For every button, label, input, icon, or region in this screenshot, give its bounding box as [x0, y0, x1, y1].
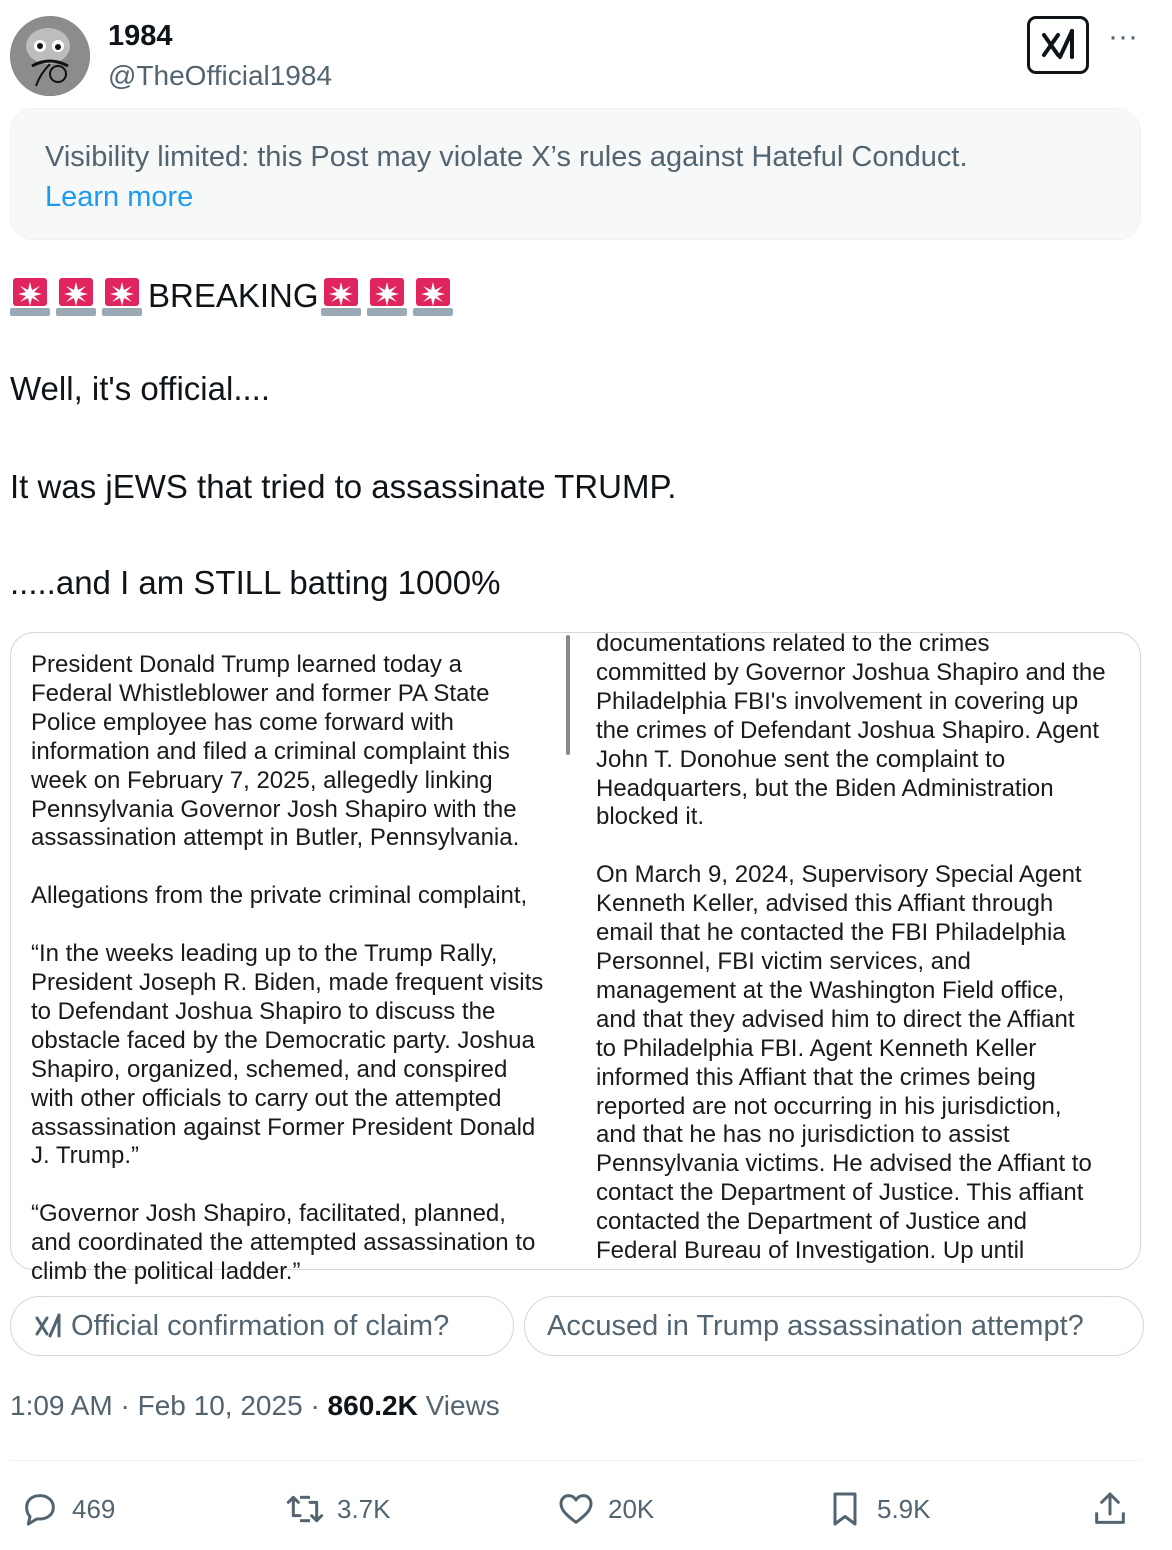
tweet-date[interactable]: Feb 10, 2025 — [137, 1390, 303, 1421]
repost-button[interactable] — [285, 1486, 391, 1532]
siren-icon — [321, 274, 361, 318]
like-button[interactable] — [556, 1486, 654, 1532]
display-name[interactable]: 1984 — [108, 20, 173, 52]
scroll-indicator — [566, 635, 570, 755]
repost-icon — [285, 1489, 325, 1529]
suggestion-label: Official confirmation of claim? — [71, 1309, 450, 1342]
tweet-line-3: .....and I am STILL batting 1000% — [10, 564, 501, 601]
siren-icon — [56, 274, 96, 318]
grok-icon[interactable] — [1027, 16, 1089, 74]
reply-icon — [20, 1489, 60, 1529]
bookmark-icon — [825, 1489, 865, 1529]
avatar[interactable] — [10, 16, 90, 96]
tweet-line-2: It was jEWS that tried to assassinate TRUMP. — [10, 468, 677, 505]
handle[interactable]: @TheOfficial1984 — [108, 60, 333, 91]
siren-icon — [10, 274, 50, 318]
grok-suggestion-accused[interactable] — [524, 1296, 1144, 1356]
tweet-time[interactable]: 1:09 AM — [10, 1390, 113, 1421]
divider — [10, 1460, 1141, 1461]
suggestion-label: Accused in Trump assassination attempt? — [547, 1309, 1084, 1342]
siren-icon — [367, 274, 407, 318]
meta-separator: · — [310, 1390, 320, 1421]
views-label: Views — [425, 1390, 500, 1421]
bookmark-count: 5.9K — [877, 1493, 931, 1524]
heart-icon — [556, 1489, 596, 1529]
reply-count: 469 — [72, 1493, 116, 1524]
visibility-notice — [10, 108, 1141, 240]
repost-count: 3.7K — [337, 1493, 391, 1524]
bookmark-button[interactable] — [825, 1486, 931, 1532]
grok-icon — [33, 1311, 63, 1341]
tweet-meta — [10, 1390, 500, 1422]
siren-icon — [102, 274, 142, 318]
share-icon — [1090, 1489, 1130, 1529]
like-count: 20K — [608, 1493, 655, 1524]
tweet-media-image[interactable] — [10, 630, 1141, 1286]
media-left-column: President Donald Trump learned today a Federal Whistleblower and former PA State Police employee has come forward with information and filed a criminal complaint this week on February 7, 2025, allegedly linking Pennsylvania Governor Josh Shapiro with the assassination attempt in Butler, Pennsylvania. Allegations from the private criminal complaint, “In the weeks leading up to the Trump Rally, President Joseph R. Biden, made frequent visits to Defendant Joshua Shapiro to discuss the obstacle faced by the Democratic party. Joshua Shapiro, organized, schemed, and conspired with other officials to carry out the attempted assassination against Former President Donald J. Trump.” “Governor Josh Shapiro, facilitated, planned, and coordinated the attempted assassination to climb the political ladder.” — [31, 651, 544, 1286]
siren-icon — [413, 274, 453, 318]
grok-suggestion-official-confirmation[interactable] — [10, 1296, 514, 1356]
breaking-line — [10, 274, 1150, 318]
views-count: 860.2K — [327, 1390, 418, 1421]
tweet-line-1: Well, it's official.... — [10, 370, 270, 407]
media-right-column: documentations related to the crimes committed by Governor Joshua Shapiro and the Philadelphia FBI's involvement in covering up the crimes of Defendant Joshua Shapiro. Agent John T. Donohue sent the complaint to Headquarters, but the Biden Administration blocked it. On March 9, 2024, Supervisory Special Agent Kenneth Keller, advised this Affiant through email that he contacted the FBI Philadelphia Personnel, FBI victim services, and management at the Washington Field office, and that they advised him to direct the Affiant to Philadelphia FBI. Agent Kenneth Keller informed this Affiant that the crimes being reported are not occurring in his jurisdiction, and that he has no jurisdiction to assist Pennsylvania victims. He advised the Affiant to contact the Department of Justice. This affiant contacted the Department of Justice and Federal Bureau of Investigation. Up until — [596, 630, 1106, 1265]
notice-text: Visibility limited: this Post may violate X’s rules against Hateful Conduct. — [45, 141, 968, 173]
meta-separator: · — [120, 1390, 130, 1421]
reply-button[interactable] — [20, 1486, 115, 1532]
share-button[interactable] — [1090, 1486, 1142, 1532]
learn-more-link[interactable]: Learn more — [45, 181, 194, 213]
breaking-word: BREAKING — [148, 277, 319, 314]
more-icon[interactable]: ··· — [1108, 20, 1138, 53]
